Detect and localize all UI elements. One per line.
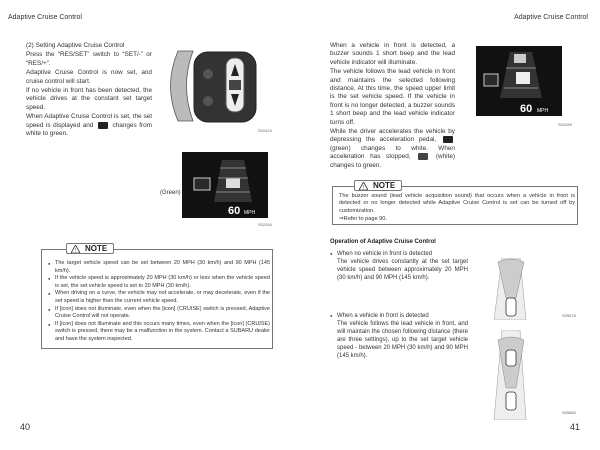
cruise-indicator-icon [418, 153, 428, 160]
note-right-p1: The buzzer sound (lead vehicle acquisition sound) that occurs when a vehicle in front is detected or no longer detected while Adaptive Cruise Control is set can be turned off by customization. [339, 193, 575, 214]
page-number-right: 41 [569, 422, 580, 432]
note-right-p2: ⇒Refer to page 90. [339, 216, 387, 223]
note-box-left [41, 249, 273, 349]
cruise-indicator-icon [443, 136, 453, 143]
section-title: (2) Setting Adaptive Cruise Control [26, 42, 125, 49]
road-illustration-1 [480, 258, 560, 320]
display-unit: MPH [537, 108, 549, 114]
display-speed: 60 [228, 205, 241, 217]
note-list-left [48, 260, 270, 344]
green-label: (Green) [160, 190, 181, 196]
header-left: Adaptive Cruise Control [8, 14, 82, 21]
header-right: Adaptive Cruise Control [514, 14, 588, 21]
page-number-left: 40 [20, 422, 31, 432]
note-icon [71, 245, 80, 253]
bullet-block-1 [330, 250, 468, 282]
note-tab-left [66, 243, 114, 254]
cruise-indicator-icon [98, 122, 108, 129]
image-code-right-1: S02289 [558, 122, 572, 127]
setting-p3: If no vehicle in front has been detected, the vehicle drives at the constant set target speed. [26, 87, 152, 111]
detected-text [330, 42, 455, 171]
setting-text [26, 42, 152, 140]
note-tab-right [354, 180, 402, 191]
detected-p1: When a vehicle in front is detected, a buzzer sounds 1 short beep and the lead vehicle indicator will illuminate. [330, 42, 455, 66]
detected-p3: While the driver accelerates the vehicle by depressing the acceleration pedal, (green) changes to white. When acceleration has stopped, (white) changes to green. [330, 128, 456, 170]
svg-text:!: ! [362, 184, 364, 190]
image-code-right-2: S05678 [562, 313, 576, 318]
image-code-1: S02424 [258, 128, 272, 133]
image-code-2: S02264 [258, 222, 272, 227]
note-icon [359, 182, 368, 190]
setting-p2: Adaptive Cruise Control is now set, and cruise control will start. [26, 69, 152, 85]
display-illustration-right [476, 46, 562, 116]
note-item: ● When driving on a curve, the vehicle may not accelerate, or may decelerate, even if the set speed is higher than the current vehicle speed. [48, 290, 270, 305]
display-unit: MPH [244, 210, 256, 216]
note-item: ● If [icon] does not illuminate, even when the [icon] (CRUISE) switch is pressed, Adaptive Cruise Control will not operate. [48, 306, 270, 321]
setting-p1: Press the “RES/SET” switch to “SET/-” or “RES/+”. [26, 51, 152, 67]
detected-p2: The vehicle follows the lead vehicle in front and maintains the selected following distance. At this time, the speed upper limit is the set vehicle speed. If the vehicle in front is no longer detected, a buzzer sounds 1 short beep and the lead vehicle indicator turns off. [330, 68, 455, 126]
bullet-text-2: The vehicle follows the lead vehicle in front, and will maintain the chosen following distance (there are three settings), up to the set target vehicle speed - between 20 MPH (30 km/h) and 90 MPH (145 km/h). [337, 321, 468, 359]
display-speed: 60 [520, 103, 533, 115]
note-item: ● The target vehicle speed can be set between 20 MPH (30 km/h) and 90 MPH (145 km/h). [48, 260, 270, 275]
bullet-block-2 [330, 312, 468, 360]
steering-switch-illustration [158, 46, 268, 126]
right-page [300, 0, 600, 450]
note-label: NOTE [373, 181, 396, 190]
svg-text:!: ! [74, 247, 76, 253]
note-label: NOTE [85, 244, 108, 253]
bullet-text-1: The vehicle drives constantly at the set target vehicle speed between approximately 20 MPH (30 km/h) and 90 MPH (145 km/h). [337, 259, 468, 281]
bullet-title-1: ● When no vehicle in front is detected [330, 250, 468, 258]
operation-heading: Operation of Adaptive Cruise Control [330, 239, 436, 245]
note-box-right [332, 186, 578, 225]
road-illustration-2 [480, 330, 560, 420]
setting-p4: When Adaptive Cruise Control is set, the set speed is displayed and changes from white to green. [26, 113, 152, 138]
image-code-right-3: S05680 [562, 410, 576, 415]
display-illustration [182, 152, 268, 218]
note-item: ● If [icon] does not illuminate and this occurs many times, even when the [icon] (CRUISE) switch is pressed, there may be a malfunction in the system. Contact a SUBARU dealer and have the system inspected. [48, 321, 270, 344]
note-item: ● If the vehicle speed is approximately 20 MPH (30 km/h) or less when the vehicle speed is set, the set vehicle speed is set to 20 MPH (30 km/h). [48, 275, 270, 290]
bullet-title-2: ● When a vehicle in front is detected [330, 312, 468, 320]
